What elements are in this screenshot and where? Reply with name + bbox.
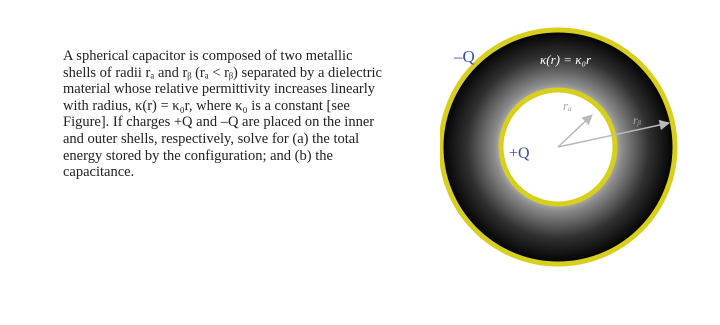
inner-charge-label: +Q <box>509 145 530 162</box>
inner-radius-label: rₐ <box>563 98 572 113</box>
problem-line: shells of radii rₐ and rᵦ (rₐ < rᵦ) separated by a dielectric <box>63 64 382 81</box>
capacitor-figure <box>440 18 690 268</box>
kappa-label: κ(r) = κ₀r <box>540 52 592 67</box>
problem-line: and outer shells, respectively, solve for (a) the total <box>63 130 360 147</box>
problem-line: capacitance. <box>63 164 135 181</box>
outer-radius-label: rᵦ <box>633 113 642 127</box>
problem-line: Figure]. If charges +Q and –Q are placed on the inner <box>63 114 375 131</box>
capacitor-diagram <box>440 18 690 268</box>
outer-charge-label: –Q <box>454 47 475 66</box>
problem-statement <box>63 48 448 181</box>
problem-line: material whose relative permittivity increases linearly <box>63 81 376 98</box>
problem-line: energy stored by the configuration; and (b) the <box>63 147 333 164</box>
problem-line: with radius, κ(r) = κ₀r, where κ₀ is a constant [see <box>63 97 350 114</box>
problem-line: A spherical capacitor is composed of two metallic <box>63 48 353 64</box>
